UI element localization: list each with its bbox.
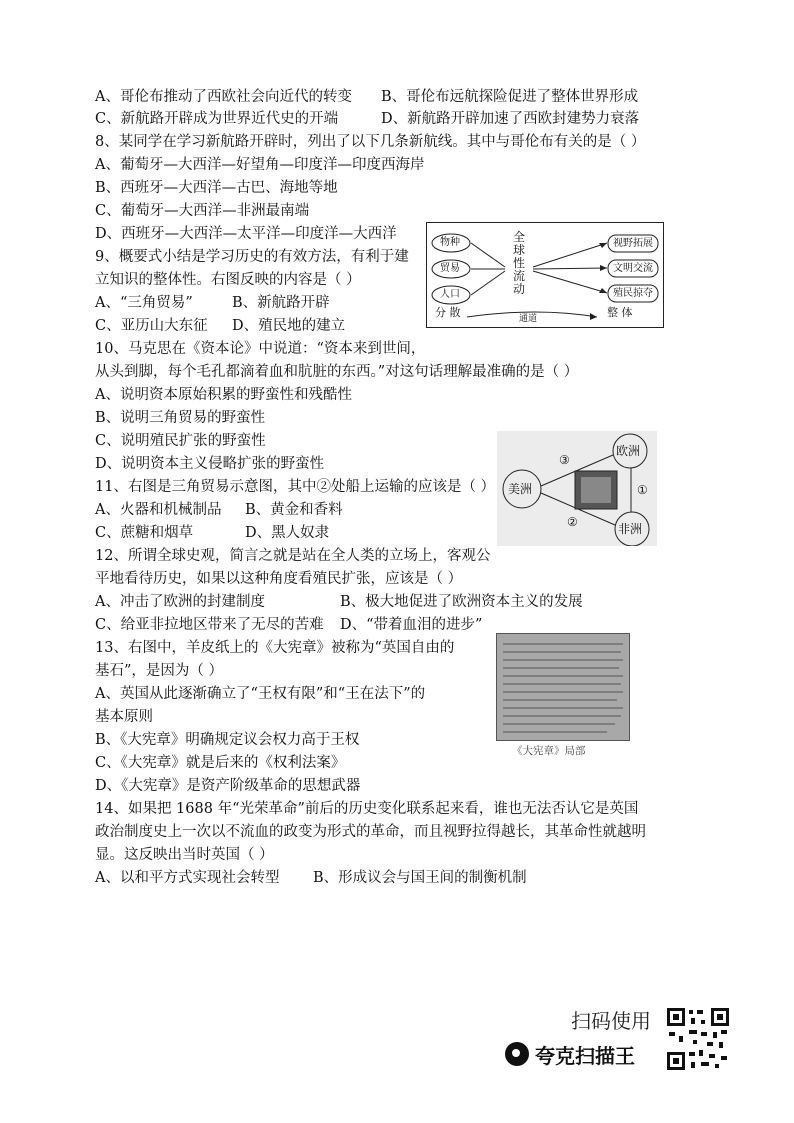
q7-option-b: B、哥伦布远航探险促进了整体世界形成 [381, 89, 639, 105]
q9-option-a: A、“三角贸易” [95, 295, 193, 311]
diagram-center-3: 性 [513, 256, 526, 270]
q8-option-a: A、葡萄牙—大西洋—好望角—印度洋—印度西海岸 [95, 157, 425, 173]
diagram-center-5: 动 [513, 282, 526, 296]
q13-stem-line1: 13、右图中，羊皮纸上的《大宪章》被称为“英国自由的 [95, 640, 455, 656]
q14-option-a: A、以和平方式实现社会转型 [95, 870, 280, 886]
q7-option-d: D、新航路开辟加速了西欧封建势力衰落 [381, 111, 640, 127]
q10-stem-line2: 从头到脚，每个毛孔都滴着血和肮脏的东西。”对这句话理解最准确的是（ ） [95, 364, 579, 380]
qr-code-icon[interactable] [667, 1008, 729, 1070]
q9-option-c: C、亚历山大东征 [95, 318, 208, 334]
q13-option-c: C、《大宪章》就是后来的《权利法案》 [95, 755, 346, 771]
brand-name: 夸克扫描王 [535, 1043, 635, 1068]
manuscript-texture [497, 634, 629, 740]
q14-option-b: B、形成议会与国王间的制衡机制 [313, 870, 527, 886]
diagram-item-species: 物种 [440, 237, 460, 248]
q13-option-a-line2: 基本原则 [95, 709, 153, 725]
diagram-center-1: 全 [513, 230, 526, 244]
scan-to-use-label: 扫码使用 [571, 1009, 651, 1033]
q11-option-b: B、黄金和香料 [245, 502, 343, 518]
diagram-item-trade: 贸易 [440, 263, 460, 274]
diagram-center-4: 流 [513, 269, 526, 283]
q14-stem-line3: 显。这反映出当时英国（ ） [95, 847, 274, 863]
q8-option-d: D、西班牙—大西洋—太平洋—印度洋—大西洋 [95, 226, 397, 242]
q8-stem: 8、某同学在学习新航路开辟时，列出了以下几条新航线。其中与哥伦布有关的是（ ） [95, 134, 646, 150]
diagram-label-whole: 整 体 [607, 306, 633, 319]
q9-option-d: D、殖民地的建立 [232, 318, 346, 334]
q10-stem-line1: 10、马克思在《资本论》中说道：“资本来到世间， [95, 341, 426, 357]
q12-stem-line1: 12、所谓全球史观，简言之就是站在全人类的立场上，客观公 [95, 548, 491, 564]
route-1-marker: ① [637, 483, 648, 497]
route-2-marker: ② [567, 515, 578, 529]
q11-option-a: A、火器和机械制品 [95, 502, 222, 518]
q12-option-b: B、极大地促进了欧洲资本主义的发展 [340, 594, 583, 610]
q10-option-c: C、说明殖民扩张的野蛮性 [95, 433, 266, 449]
triangle-trade-map [497, 431, 657, 546]
q12-option-a: A、冲击了欧洲的封建制度 [95, 594, 265, 610]
q13-option-b: B、《大宪章》明确规定议会权力高于王权 [95, 732, 360, 748]
node-africa: 非洲 [618, 522, 643, 536]
magna-carta-caption: 《大宪章》局部 [512, 745, 586, 757]
q13-stem-line2: 基石”，是因为（ ） [95, 663, 224, 679]
diagram-result-plunder: 殖民掠夺 [613, 288, 653, 299]
diagram-label-channel: 通道 [519, 314, 538, 324]
route-3-marker: ③ [559, 453, 570, 467]
q11-option-c: C、蔗糖和烟草 [95, 525, 194, 541]
brand-logo-icon [505, 1042, 529, 1066]
q14-stem-line2: 政治制度史上一次以不流血的政变为形式的革命，而且视野拉得越长，其革命性就越明 [95, 824, 646, 840]
magna-carta-image [496, 633, 630, 741]
globalization-diagram [426, 222, 664, 328]
q12-option-c: C、给亚非拉地区带来了无尽的苦难 [95, 617, 324, 633]
q11-stem: 11、右图是三角贸易示意图，其中②处船上运输的应该是（ ） [95, 479, 496, 495]
q11-option-d: D、黑人奴隶 [245, 525, 330, 541]
q9-stem-line1: 9、概要式小结是学习历史的有效方法，有利于建 [95, 249, 409, 265]
q7-option-c: C、新航路开辟成为世界近代史的开端 [95, 111, 339, 127]
q7-option-a: A、哥伦布推动了西欧社会向近代的转变 [95, 89, 352, 105]
q10-option-a: A、说明资本原始积累的野蛮性和残酷性 [95, 387, 352, 403]
q10-option-d: D、说明资本主义侵略扩张的野蛮性 [95, 456, 325, 472]
scanner-brand [505, 1040, 635, 1068]
diagram-result-exchange: 文明交流 [613, 263, 653, 274]
node-europe: 欧洲 [616, 444, 641, 458]
q14-stem-line1: 14、如果把 1688 年“光荣革命”前后的历史变化联系起来看，谁也无法否认它是英国 [95, 801, 639, 817]
q9-stem-line2: 立知识的整体性。右图反映的内容是（ ） [95, 272, 361, 288]
q8-option-b: B、西班牙—大西洋—古巴、海地等地 [95, 180, 338, 196]
diagram-center-2: 球 [513, 243, 526, 257]
q13-option-a-line1: A、英国从此逐渐确立了“王权有限”和“王在法下”的 [95, 686, 426, 702]
q8-option-c: C、葡萄牙—大西洋—非洲最南端 [95, 203, 310, 219]
q12-option-d: D、“带着血泪的进步” [340, 617, 483, 633]
q13-option-d: D、《大宪章》是资产阶级革命的思想武器 [95, 778, 361, 794]
diagram-result-vision: 视野拓展 [613, 238, 653, 249]
q12-stem-line2: 平地看待历史，如果以这种角度看殖民扩张，应该是（ ） [95, 571, 463, 587]
diagram-label-dispersed: 分 散 [435, 306, 461, 319]
q9-option-b: B、新航路开辟 [232, 295, 330, 311]
diagram-item-population: 人口 [440, 289, 460, 300]
node-america: 美洲 [508, 482, 533, 496]
q10-option-b: B、说明三角贸易的野蛮性 [95, 410, 266, 426]
